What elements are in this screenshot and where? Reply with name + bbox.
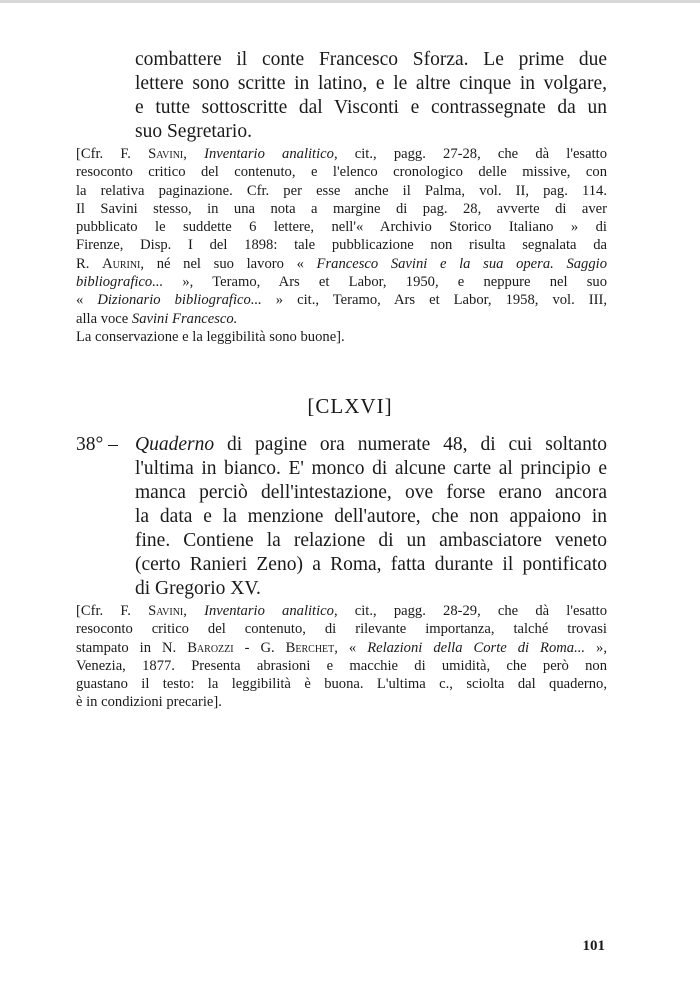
note-line: La conservazione e la leggibilità sono buone]. [76, 328, 345, 345]
author-name: Barozzi [187, 639, 234, 656]
work-title: Relazioni della Corte di Roma... [367, 639, 586, 656]
text-line: Quaderno di pagine ora numerate 48, di cui soltanto [135, 434, 607, 455]
note-line: Firenze, Disp. I del 1898: tale pubblicazione non risulta segnalata da [76, 237, 607, 254]
author-name: Savini [148, 603, 184, 619]
note-line: bibliografico... », Teramo, Ars et Labor, 1950, e neppure nel suo [76, 274, 607, 291]
note-line: R. Aurini, né nel suo lavoro « Francesco Savini e la sua opera. Saggio [76, 255, 607, 272]
note-line: stampato in N. Barozzi - G. Berchet, « Relazioni della Corte di Roma... », [76, 639, 607, 656]
author-name: Berchet [285, 639, 335, 656]
note-line: resoconto critico del contenuto, e l'elenco cronologico delle missive, con [76, 164, 607, 181]
author-name: Aurini [102, 255, 141, 272]
entry-term: Quaderno [135, 434, 215, 455]
text-line: e tutte sottoscritte dal Visconti e contrassegnate da un [135, 97, 607, 118]
text-line: (certo Ranieri Zeno) a Roma, fatta durante il pontificato [135, 554, 607, 575]
text-line: manca perciò dell'intestazione, ove forse erano ancora [135, 482, 607, 503]
note-line: pubblicato le suddette 6 lettere, nell'« Archivio Storico Italiano » di [76, 219, 607, 236]
bibliographic-note-2 [76, 602, 607, 712]
note-line: Il Savini stesso, in una nota a margine di pag. 28, avverte di aver [76, 200, 607, 217]
author-name: Savini [148, 146, 184, 162]
entry-number: 38° – [76, 434, 118, 455]
entry-name: Savini Francesco. [131, 310, 238, 327]
work-title: Inventario analitico [204, 146, 334, 162]
bibliographic-note-1 [76, 145, 607, 346]
text-line: l'ultima in bianco. E' monco di alcune carte al principio e [135, 458, 607, 479]
note-line: Venezia, 1877. Presenta abrasioni e macchie di umidità, che però non [76, 657, 607, 674]
text-line: di Gregorio XV. [135, 578, 261, 599]
note-line: [Cfr. F. Savini, Inventario analitico, cit., pagg. 28-29, che dà l'esatto [76, 603, 607, 619]
work-title: Francesco Savini e la sua opera. Saggio [316, 255, 607, 272]
page-number: 101 [582, 938, 605, 954]
note-line: alla voce Savini Francesco. [76, 310, 238, 327]
entry-paragraph [135, 433, 607, 601]
note-line: è in condizioni precarie]. [76, 694, 222, 711]
section-heading: [CLXVI] [307, 394, 393, 418]
work-title: bibliografico... [76, 274, 164, 291]
text-line: la data e la menzione dell'autore, che non appaiono in [135, 506, 607, 527]
note-line: [Cfr. F. Savini, Inventario analitico, cit., pagg. 27-28, che dà l'esatto [76, 146, 607, 162]
text-line: combattere il conte Francesco Sforza. Le prime due [135, 49, 607, 70]
note-line: « Dizionario bibliografico... » cit., Teramo, Ars et Labor, 1958, vol. III, [76, 292, 607, 309]
note-line: la relativa paginazione. Cfr. per esse anche il Palma, vol. II, pag. 114. [76, 182, 607, 199]
continued-paragraph [135, 48, 607, 144]
work-title: Inventario analitico [204, 603, 334, 619]
text-line: suo Segretario. [135, 121, 252, 142]
note-line: resoconto critico del contenuto, di rilevante importanza, talché trovasi [76, 621, 607, 638]
work-title: Dizionario bibliografico... [97, 292, 262, 309]
note-line: guastano il testo: la leggibilità è buona. L'ultima c., sciolta dal quaderno, [76, 676, 607, 693]
text-line: fine. Contiene la relazione di un ambasciatore veneto [135, 530, 607, 551]
text-line: lettere sono scritte in latino, e le altre cinque in volgare, [135, 73, 607, 94]
